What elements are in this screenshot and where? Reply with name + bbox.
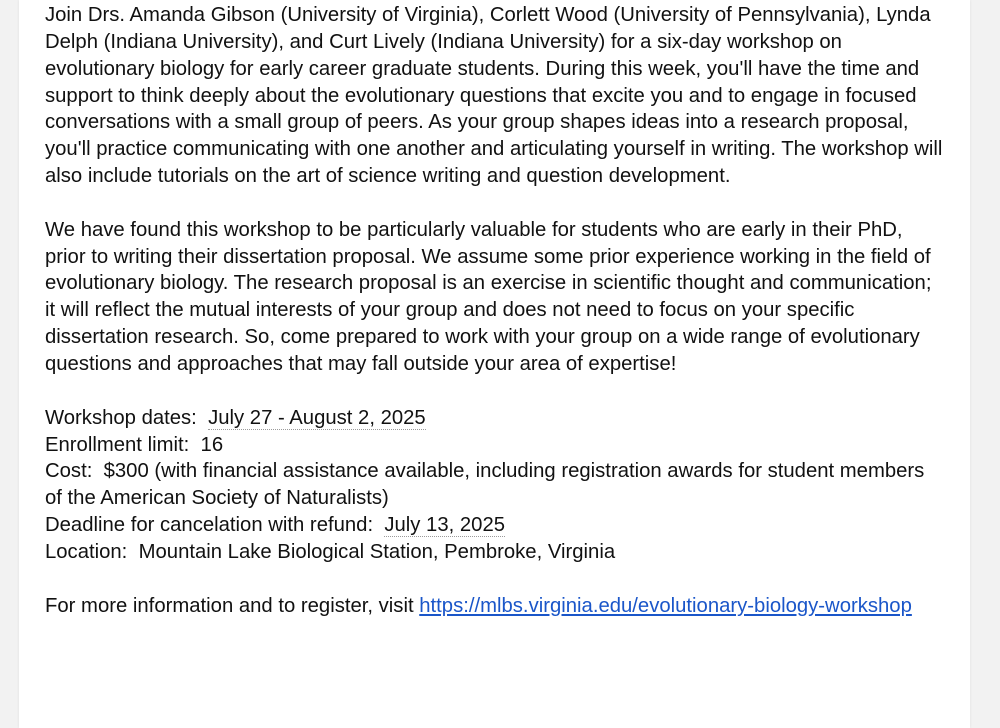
deadline-value[interactable]: July 13, 2025: [384, 514, 506, 537]
location-label: Location:: [45, 540, 128, 563]
dates-label: Workshop dates:: [45, 406, 197, 429]
dates-value[interactable]: July 27 - August 2, 2025: [208, 406, 426, 429]
deadline-label: Deadline for cancelation with refund:: [45, 514, 374, 537]
enrollment-value: 16: [200, 433, 224, 456]
register-prefix: For more information and to register, visit: [45, 594, 414, 617]
location-value: Mountain Lake Biological Station, Pembroke, Virginia: [138, 540, 616, 563]
email-content: [45, 2, 945, 646]
register-paragraph: [45, 593, 945, 620]
workshop-details: [45, 405, 945, 566]
audience-paragraph: We have found this workshop to be particularly valuable for students who are early in their PhD, prior to writing their dissertation proposal. We assume some prior experience working in the field of evolutionary biology. The research proposal is an exercise in scientific thought and communication; it will reflect the mutual interests of your group and does not need to focus on your specific dissertation research. So, come prepared to work with your group on a wide range of evolutionary questions and approaches that may fall outside your area of expertise!: [45, 218, 932, 375]
workshop-intro-paragraph: Join Drs. Amanda Gibson (University of Virginia), Corlett Wood (University of Pennsylvania), Lynda Delph (Indiana University), and Curt Lively (Indiana University) for a six-day workshop on evolutionary biology for early career graduate students. During this week, you'll have the time and support to think deeply about the evolutionary questions that excite you and to engage in focused conversations with a small group of peers. As your group shapes ideas into a research proposal, you'll practice communicating with one another and articulating yourself in writing. The workshop will also include tutorials on the art of science writing and question development.: [45, 4, 943, 188]
dates-line: [45, 405, 945, 432]
cost-label: Cost:: [45, 460, 93, 483]
cost-value: $300 (with financial assistance available, including registration awards for student members of the American Society of Naturalists): [45, 460, 925, 510]
registration-link[interactable]: https://mlbs.virginia.edu/evolutionary-biology-workshop: [419, 594, 912, 617]
email-body-panel: [19, 0, 970, 728]
cost-line: [45, 458, 945, 512]
location-line: [45, 539, 945, 566]
deadline-line: [45, 512, 945, 539]
enrollment-label: Enrollment limit:: [45, 433, 190, 456]
enrollment-line: [45, 432, 945, 459]
